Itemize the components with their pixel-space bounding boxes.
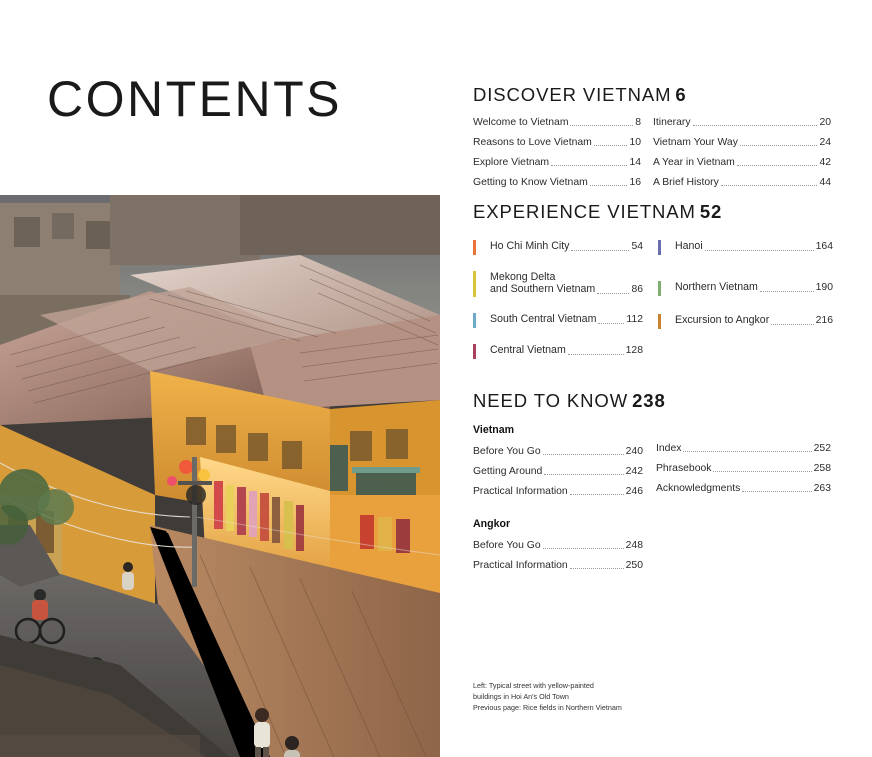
- section-heading-experience-page: 52: [699, 201, 723, 222]
- caption-line-2: buildings in Hoi An's Old Town: [473, 692, 569, 702]
- toc-page: 128: [625, 345, 643, 357]
- toc-page: 20: [819, 117, 831, 128]
- toc-dots: [713, 470, 811, 472]
- color-bar: [473, 240, 476, 255]
- color-bar: [473, 344, 476, 359]
- toc-row[interactable]: [473, 465, 643, 478]
- toc-row[interactable]: [473, 539, 643, 552]
- experience-label: Northern Vietnam: [675, 281, 758, 293]
- need-to-know-column-1: [473, 424, 643, 579]
- toc-dots: [543, 547, 624, 549]
- toc-page: 54: [631, 241, 643, 253]
- toc-page: 8: [635, 117, 641, 128]
- toc-page: 16: [629, 177, 641, 188]
- toc-dots: [571, 249, 629, 251]
- toc-label: A Brief History: [653, 177, 719, 188]
- toc-dots: [771, 323, 813, 325]
- subheading-angkor: Angkor: [473, 518, 511, 530]
- section-heading-experience-label: EXPERIENCE VIETNAM: [473, 201, 696, 222]
- section-heading-need-to-know-page: 238: [632, 390, 666, 411]
- toc-row[interactable]: [473, 559, 643, 572]
- discover-column-1: [473, 116, 641, 196]
- toc-page: 24: [819, 137, 831, 148]
- toc-row[interactable]: [473, 116, 641, 129]
- toc-page: 242: [625, 466, 643, 477]
- toc-label: Practical Information: [473, 560, 568, 571]
- toc-dots: [597, 292, 629, 294]
- toc-dots: [598, 322, 624, 324]
- experience-column-2: [658, 240, 833, 345]
- toc-row[interactable]: [473, 156, 641, 169]
- toc-dots: [705, 249, 814, 251]
- toc-row[interactable]: [653, 156, 831, 169]
- toc-label: Vietnam Your Way: [653, 137, 738, 148]
- toc-page: 164: [815, 241, 833, 253]
- toc-label: Practical Information: [473, 486, 568, 497]
- toc-dots: [760, 290, 814, 292]
- section-heading-need-to-know: [473, 390, 666, 412]
- toc-dots: [590, 184, 628, 186]
- toc-page: 240: [625, 446, 643, 457]
- experience-label: Mekong Delta: [490, 271, 556, 283]
- section-heading-discover-label: DISCOVER VIETNAM: [473, 84, 672, 105]
- photo-caption: [473, 680, 673, 713]
- toc-dots: [570, 493, 624, 495]
- toc-dots: [570, 124, 633, 126]
- section-heading-experience: [473, 201, 722, 223]
- color-bar: [658, 240, 661, 255]
- subheading-vietnam: Vietnam: [473, 424, 515, 436]
- experience-column-1: [473, 240, 643, 375]
- section-heading-need-to-know-label: NEED TO KNOW: [473, 390, 629, 411]
- toc-page: 10: [629, 137, 641, 148]
- street-photo: [0, 195, 440, 757]
- toc-page: 112: [626, 314, 643, 326]
- toc-dots: [721, 184, 818, 186]
- experience-label: Central Vietnam: [490, 343, 566, 356]
- toc-label: Before You Go: [473, 446, 541, 457]
- experience-item[interactable]: [473, 240, 643, 255]
- color-bar: [658, 314, 661, 329]
- toc-row[interactable]: [653, 176, 831, 189]
- experience-label: Ho Chi Minh City: [490, 240, 570, 252]
- experience-item[interactable]: [473, 313, 643, 328]
- toc-label: Reasons to Love Vietnam: [473, 137, 592, 148]
- toc-dots: [693, 124, 818, 126]
- toc-label: Explore Vietnam: [473, 157, 550, 168]
- toc-label: A Year in Vietnam: [653, 157, 735, 168]
- page-title: CONTENTS: [47, 71, 342, 127]
- toc-row[interactable]: [653, 116, 831, 129]
- toc-page: 258: [813, 463, 831, 474]
- section-heading-discover-page: 6: [675, 84, 687, 105]
- experience-label: South Central Vietnam: [490, 312, 597, 325]
- toc-label: Getting Around: [473, 466, 543, 477]
- section-heading-discover: [473, 84, 687, 106]
- toc-dots: [683, 450, 811, 452]
- experience-item[interactable]: [658, 314, 833, 329]
- toc-dots: [742, 490, 811, 492]
- experience-item[interactable]: [658, 281, 833, 296]
- toc-page: 44: [819, 177, 831, 188]
- toc-row[interactable]: [656, 482, 831, 495]
- toc-label: Welcome to Vietnam: [473, 117, 569, 128]
- caption-line-3: Previous page: Rice fields in Northern Vietnam: [473, 703, 622, 713]
- toc-page: 14: [629, 157, 641, 168]
- toc-page: 216: [815, 315, 833, 327]
- toc-page: 252: [813, 443, 831, 454]
- toc-row[interactable]: [653, 136, 831, 149]
- toc-row[interactable]: [473, 176, 641, 189]
- toc-dots: [740, 144, 818, 146]
- toc-label: Phrasebook: [656, 463, 712, 474]
- toc-dots: [594, 144, 628, 146]
- toc-dots: [737, 164, 818, 166]
- toc-row[interactable]: [473, 445, 643, 458]
- toc-row[interactable]: [473, 136, 641, 149]
- toc-dots: [543, 453, 624, 455]
- right-page: [440, 0, 872, 757]
- toc-row[interactable]: [473, 485, 643, 498]
- color-bar: [658, 281, 661, 296]
- toc-label: Before You Go: [473, 540, 541, 551]
- discover-column-2: [653, 116, 831, 196]
- experience-item[interactable]: [658, 240, 833, 255]
- toc-dots: [544, 473, 623, 475]
- toc-page: 248: [625, 540, 643, 551]
- toc-label: Getting to Know Vietnam: [473, 177, 588, 188]
- toc-label: Index: [656, 443, 682, 454]
- experience-label: Excursion to Angkor: [675, 314, 770, 326]
- caption-line-1: Left: Typical street with yellow-painted: [473, 681, 594, 690]
- toc-dots: [568, 353, 624, 355]
- experience-label: Hanoi: [675, 240, 703, 252]
- need-to-know-column-2: [656, 442, 831, 502]
- experience-item[interactable]: [473, 271, 643, 297]
- color-bar: [473, 313, 476, 328]
- toc-page: 250: [625, 560, 643, 571]
- toc-page: 246: [625, 486, 643, 497]
- toc-dots: [551, 164, 627, 166]
- toc-page: 190: [815, 282, 833, 294]
- toc-label: Itinerary: [653, 117, 691, 128]
- toc-row[interactable]: [656, 442, 831, 455]
- experience-item[interactable]: [473, 344, 643, 359]
- toc-page: 263: [813, 483, 831, 494]
- color-bar: [473, 271, 476, 297]
- experience-label-line2: and Southern Vietnam: [490, 283, 596, 295]
- toc-page: 42: [819, 157, 831, 168]
- toc-dots: [570, 567, 624, 569]
- toc-page: 86: [631, 284, 643, 296]
- toc-label: Acknowledgments: [656, 483, 741, 494]
- toc-row[interactable]: [656, 462, 831, 475]
